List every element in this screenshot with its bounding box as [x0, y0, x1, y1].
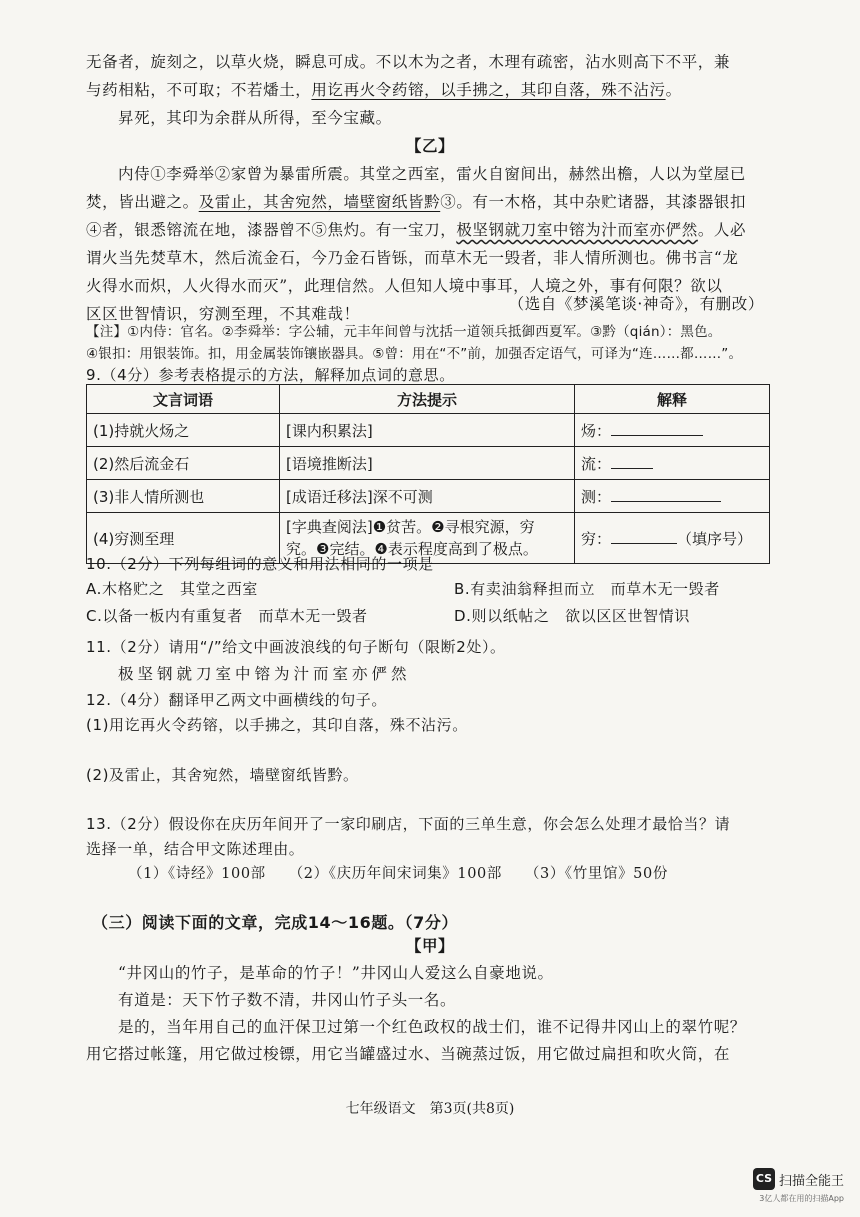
table-row	[87, 447, 770, 480]
section3-line-3: 是的，当年用自己的血汗保卫过第一个红色政权的战士们，谁不记得井冈山上的翠竹呢？	[118, 1018, 746, 1036]
q13-line-1: 13.（2分）假设你在庆历年间开了一家印刷店，下面的三单生意，你会怎么处理才最恰当？请	[86, 815, 731, 833]
yi-line-4: 谓火当先焚草木，然后流金石，今乃金石皆铄，而草木无一毁者，非人情所测也。佛书言“龙	[86, 249, 739, 267]
yi-wavy-sentence: 极坚钢就刀室中镕为汁而室亦俨然	[456, 221, 698, 239]
q12-sentence-1: (1)用讫再火令药镕，以手拂之，其印自落，殊不沾污。	[86, 716, 468, 734]
notes-line-2: ④银扣：用银装饰。扣，用金属装饰镶嵌器具。⑤曾：用在“不”前，加强否定语气，可译为“连……都……”。	[86, 346, 743, 362]
q9-header-hint: 方法提示	[280, 385, 575, 414]
jia-line-1: 无备者，旋刻之，以草火烧，瞬息可成。不以木为之者，木理有疏密，沾水则高下不平，兼	[86, 53, 731, 71]
q10-option-a[interactable]: A.木格贮之 其堂之西室	[86, 580, 258, 598]
q9-stem: 9.（4分）参考表格提示的方法，解释加点词的意思。	[86, 366, 455, 384]
q10-option-b[interactable]: B.有卖油翁释担而立 而草木无一毁者	[454, 580, 720, 598]
table-row	[87, 414, 770, 447]
q9-answer-cell: 流：	[575, 447, 770, 480]
q9-hint: [语境推断法]	[280, 447, 575, 480]
yi-line-6: 区区世智情识，穷测至理，不其难哉！	[86, 305, 360, 323]
jia-line-3: 昇死，其印为余群从所得，至今宝藏。	[118, 109, 392, 127]
section3-jia-heading: 【甲】	[405, 936, 455, 955]
q9-header-term: 文言词语	[87, 385, 280, 414]
q9-term: (3)非人情所测也	[87, 480, 280, 513]
q10-stem: 10.（2分）下列每组词的意义和用法相同的一项是	[86, 555, 434, 573]
section3-line-4: 用它搭过帐篷，用它做过梭镖，用它当罐盛过水、当碗蒸过饭，用它做过扁担和吹火筒，在	[86, 1045, 731, 1063]
q13-options: （1）《诗经》100部 （2）《庆历年间宋词集》100部 （3）《竹里馆》50份	[128, 866, 668, 882]
q9-term: (1)持就火炀之	[87, 414, 280, 447]
q9-answer-cell: 炀：	[575, 414, 770, 447]
section3-line-1: “井冈山的竹子，是革命的竹子！”井冈山人爱这么自豪地说。	[118, 964, 554, 982]
q13-line-2: 选择一单，结合甲文陈述理由。	[86, 840, 305, 858]
q9-hint: [成语迁移法]深不可测	[280, 480, 575, 513]
table-row	[87, 480, 770, 513]
yi-line-2: 焚，皆出避之。及雷止，其舍宛然，墙壁窗纸皆黔③。有一木格，其中杂贮诸器，其漆器银扣	[86, 193, 747, 211]
jia-line-2: 与药相粘，不可取；不若燔土，用讫再火令药镕，以手拂之，其印自落，殊不沾污。	[86, 81, 682, 99]
q9-term: (2)然后流金石	[87, 447, 280, 480]
q10-option-c[interactable]: C.以备一板内有重复者 而草木无一毁者	[86, 607, 368, 625]
q11-sentence[interactable]: 极坚钢就刀室中镕为汁而室亦俨然	[118, 665, 411, 683]
yi-line-3: ④者，银悉镕流在地，漆器曾不⑤焦灼。有一宝刀，极坚钢就刀室中镕为汁而室亦俨然。人必	[86, 221, 747, 239]
watermark-tagline: 3亿人都在用的扫描App	[759, 1194, 844, 1203]
q9-table	[86, 384, 770, 564]
answer-blank[interactable]	[611, 487, 721, 502]
q9-header-row	[87, 385, 770, 414]
yi-source: （选自《梦溪笔谈·神奇》，有删改）	[508, 295, 764, 313]
q10-option-d[interactable]: D.则以纸帖之 欲以区区世智情识	[454, 607, 690, 625]
section3-title: （三）阅读下面的文章，完成14～16题。（7分）	[92, 913, 459, 932]
q9-header-answer: 解释	[575, 385, 770, 414]
yi-heading: 【乙】	[405, 136, 455, 155]
q9-term: (4)穷测至理	[87, 513, 280, 564]
camscanner-logo-icon: CS	[753, 1168, 775, 1190]
q11-stem: 11.（2分）请用“/”给文中画波浪线的句子断句（限断2处）。	[86, 638, 506, 656]
page-footer: 七年级语文 第3页(共8页)	[345, 1101, 515, 1117]
q12-sentence-2: (2)及雷止，其舍宛然，墙壁窗纸皆黔。	[86, 766, 359, 784]
q9-answer-cell: 穷： （填序号）	[575, 513, 770, 564]
yi-line-5: 火得水而炽，人火得水而灭”，此理信然。人但知人境中事耳，人境之外，事有何限？欲以	[86, 277, 723, 295]
q9-hint: [课内积累法]	[280, 414, 575, 447]
answer-blank[interactable]	[611, 421, 703, 436]
section3-line-2: 有道是：天下竹子数不清，井冈山竹子头一名。	[118, 991, 457, 1009]
yi-line-1: 内侍①李舜举②家曾为暴雷所震。其堂之西室，雷火自窗间出，赫然出檐，人以为堂屋已	[118, 165, 746, 183]
answer-blank[interactable]	[611, 454, 653, 469]
scanner-watermark	[753, 1168, 844, 1204]
q9-hint: [字典查阅法]❶贫苦。❷寻根究源，穷 究。❸完结。❹表示程度高到了极点。	[280, 513, 575, 564]
yi-underlined-sentence: 及雷止，其舍宛然，墙壁窗纸皆黔	[198, 193, 441, 211]
q9-answer-cell: 测：	[575, 480, 770, 513]
notes-line-1: 【注】①内侍：官名。②李舜举：字公辅，元丰年间曾与沈括一道领兵抵御西夏军。③黔（qián）：黑色。	[86, 324, 722, 340]
jia-underlined-sentence: 用讫再火令药镕，以手拂之，其印自落，殊不沾污	[311, 81, 666, 99]
watermark-brand: 扫描全能王	[778, 1173, 844, 1189]
q12-stem: 12.（4分）翻译甲乙两文中画横线的句子。	[86, 691, 388, 709]
answer-blank[interactable]	[611, 529, 677, 544]
